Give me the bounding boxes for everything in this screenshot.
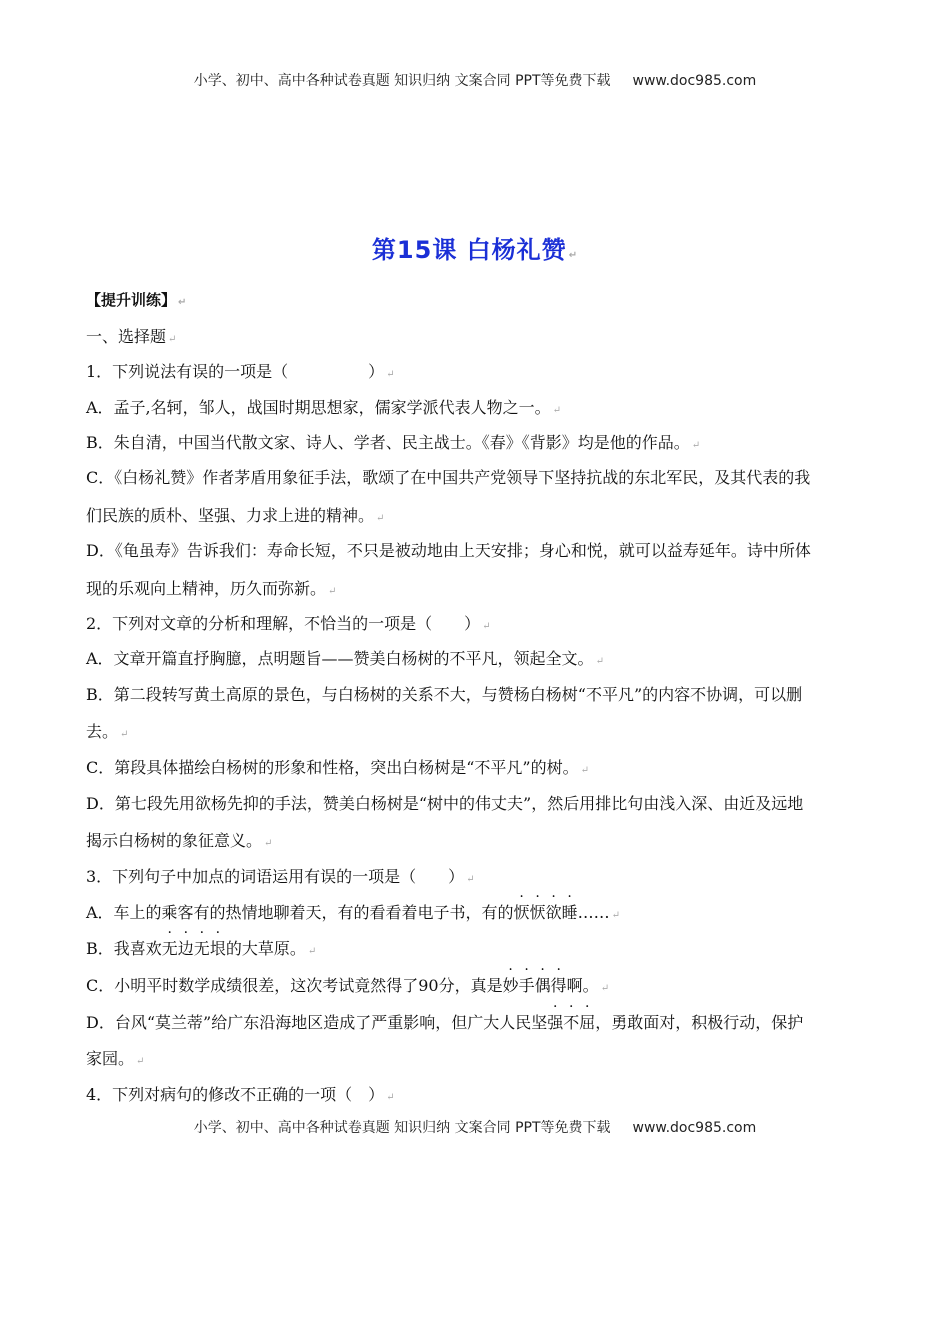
- question-1-option-a: A．孟子,名轲，邹人，战国时期思想家，儒家学派代表人物之一。 ↵: [86, 398, 562, 417]
- page-footer: [0, 1117, 950, 1137]
- title-text: 第15课 白杨礼赞: [371, 236, 567, 264]
- emphasis-dot-char: 欲: [545, 903, 562, 922]
- header-text: 小学、初中、高中各种试卷真题 知识归纳 文案合同 PPT等免费下载: [193, 73, 611, 89]
- question-1-option-d: D．《龟虽寿》告诉我们：寿命长短，不只是被动地由上天安排；身心和悦，就可以益寿延年。诗中所体: [86, 541, 811, 560]
- question-1-option-d-cont: 现的乐观向上精神，历久而弥新。 ↵: [86, 579, 337, 598]
- question-1-stem: 1．下列说法有误的一项是（ ） ↵: [86, 362, 395, 381]
- header-url[interactable]: www.doc985.com: [632, 73, 757, 89]
- question-3-stem: 3．下列句子中加点的词语运用有误的一项是（ ） ↵: [86, 867, 475, 886]
- emphasis-dot-char: 无: [161, 939, 178, 958]
- question-3-option-d: D．台风“莫兰蒂”给广东沿海地区造成了严重影响，但广大人民坚强不屈，勇敢面对，积极行动，保护: [86, 1013, 804, 1032]
- emphasis-dot-char: 偶: [534, 976, 551, 995]
- question-3-option-a: A．车上的乘客有的热情地聊着天，有的看看着电子书，有的恹恹欲睡…… ↵: [86, 903, 621, 922]
- emphasis-dot-char: 睡: [561, 903, 578, 922]
- emphasis-dot-char: 屈: [579, 1013, 596, 1032]
- page-header: [0, 70, 950, 90]
- emphasis-dot-char: 恹: [529, 903, 546, 922]
- question-3-option-c: C．小明平时数学成绩很差，这次考试竟然得了90分，真是妙手偶得啊。 ↵: [86, 976, 610, 995]
- footer-url[interactable]: www.doc985.com: [632, 1120, 757, 1136]
- emphasis-dot-char: 得: [550, 976, 567, 995]
- question-1-option-b: B．朱自清，中国当代散文家、诗人、学者、民主战士。《春》《背影》均是他的作品。 ↵: [86, 433, 701, 452]
- emphasis-dot-char: 妙: [502, 976, 519, 995]
- question-4-stem: 4．下列对病句的修改不正确的一项（ ） ↵: [86, 1085, 395, 1104]
- emphasis-dot-char: 手: [518, 976, 535, 995]
- emphasis-dot-char: 垠: [209, 939, 226, 958]
- emphasis-dot-char: 强: [547, 1013, 564, 1032]
- question-2-option-d-cont: 揭示白杨树的象征意义。 ↵: [86, 831, 273, 850]
- question-3-option-d-cont: 家园。 ↵: [86, 1049, 145, 1068]
- paragraph-mark: ↵: [568, 250, 579, 261]
- emphasis-dot-char: 无: [193, 939, 210, 958]
- page-title: [0, 230, 950, 265]
- question-2-option-c: C．第段具体描绘白杨树的形象和性格，突出白杨树是“不平凡”的树。 ↵: [86, 758, 589, 777]
- question-2-option-a: A．文章开篇直抒胸臆，点明题旨——赞美白杨树的不平凡，领起全文。 ↵: [86, 649, 604, 668]
- part-heading: 一、选择题 ↵: [86, 327, 177, 346]
- question-1-option-c-cont: 们民族的质朴、坚强、力求上进的精神。 ↵: [86, 506, 385, 525]
- question-3-option-b: B．我喜欢无边无垠的大草原。 ↵: [86, 939, 317, 958]
- emphasis-dot-char: 边: [177, 939, 194, 958]
- section-heading: 【提升训练】 ↵: [86, 291, 187, 309]
- question-2-stem: 2．下列对文章的分析和理解，不恰当的一项是（ ） ↵: [86, 614, 491, 633]
- emphasis-dot-char: 恹: [513, 903, 530, 922]
- question-2-option-d: D．第七段先用欲杨先抑的手法，赞美白杨树是“树中的伟丈夫”，然后用排比句由浅入深、由近及远地: [86, 794, 804, 813]
- question-2-option-b: B．第二段转写黄土高原的景色，与白杨树的关系不大，与赞杨白杨树“不平凡”的内容不协调，可以删: [86, 685, 803, 704]
- emphasis-dot-char: 不: [563, 1013, 580, 1032]
- question-2-option-b-cont: 去。 ↵: [86, 722, 129, 741]
- question-1-option-c: C．《白杨礼赞》作者茅盾用象征手法，歌颂了在中国共产党领导下坚持抗战的东北军民，及其代表的我: [86, 468, 811, 487]
- footer-text: 小学、初中、高中各种试卷真题 知识归纳 文案合同 PPT等免费下载: [193, 1120, 611, 1136]
